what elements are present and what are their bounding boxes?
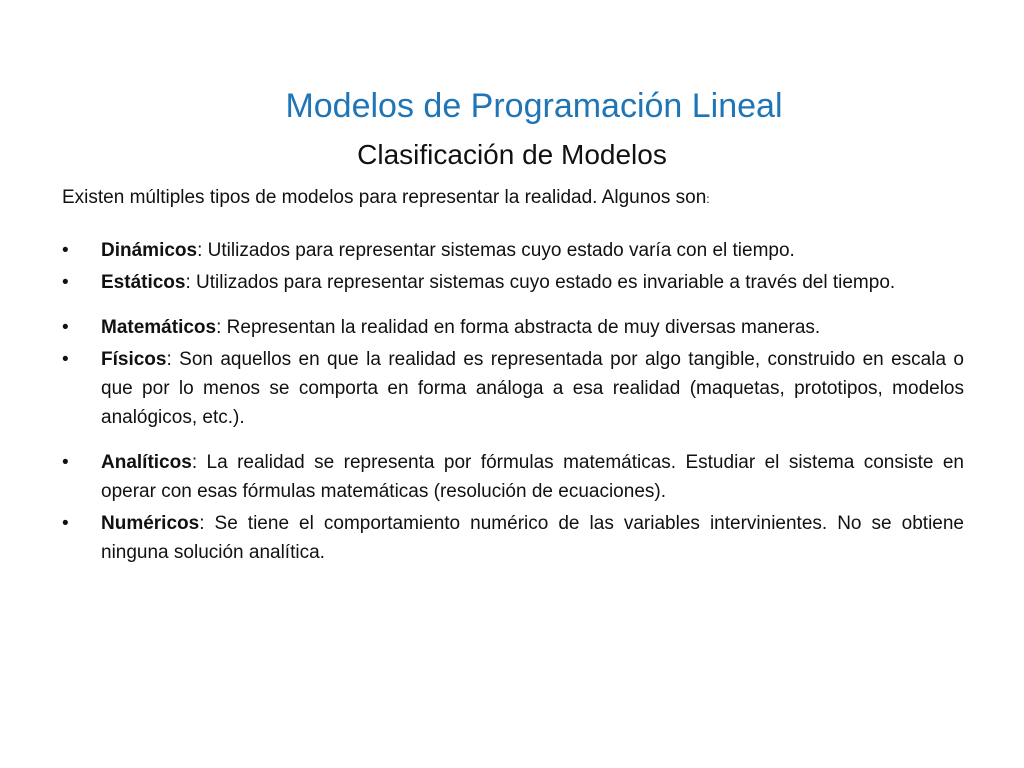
intro-text: Existen múltiples tipos de modelos para representar la realidad. Algunos son	[62, 187, 707, 208]
bullet: •	[62, 452, 69, 473]
list-item-fisicos	[62, 345, 964, 432]
item-description: : Son aquellos en que la realidad es representada por algo tangible, construido en escala o que por lo menos se comporta en forma análoga a esa realidad (maquetas, prototipos, modelos analógicos, etc.).	[101, 349, 964, 428]
bullet: •	[62, 349, 69, 370]
item-term: Numéricos	[101, 513, 200, 534]
list-item-estaticos	[62, 268, 964, 297]
item-description: : Utilizados para representar sistemas cuyo estado varía con el tiempo.	[197, 240, 795, 261]
bullet: •	[62, 240, 69, 261]
item-description: : Representan la realidad en forma abstracta de muy diversas maneras.	[216, 317, 821, 338]
item-term: Físicos	[101, 349, 167, 370]
model-types-list	[62, 236, 964, 570]
intro-paragraph	[62, 185, 962, 212]
list-item-matematicos	[62, 313, 964, 342]
item-term: Matemáticos	[101, 317, 217, 338]
bullet: •	[62, 513, 69, 534]
bullet: •	[62, 272, 69, 293]
list-item-numericos	[62, 509, 964, 567]
slide-title: Modelos de Programación Lineal	[285, 87, 783, 125]
intro-colon: :	[706, 192, 710, 206]
item-term: Dinámicos	[101, 240, 198, 261]
slide-subtitle: Clasificación de Modelos	[357, 139, 667, 170]
item-term: Analíticos	[101, 452, 192, 473]
list-item-dinamicos	[62, 236, 964, 265]
item-description: : Se tiene el comportamiento numérico de las variables intervinientes. No se obtiene ninguna solución analítica.	[101, 513, 964, 563]
bullet: •	[62, 317, 69, 338]
item-description: : La realidad se representa por fórmulas matemáticas. Estudiar el sistema consiste en operar con esas fórmulas matemáticas (resolución de ecuaciones).	[101, 452, 964, 502]
item-description: : Utilizados para representar sistemas cuyo estado es invariable a través del tiempo.	[185, 272, 896, 293]
list-item-analiticos	[62, 448, 964, 506]
item-term: Estáticos	[101, 272, 186, 293]
